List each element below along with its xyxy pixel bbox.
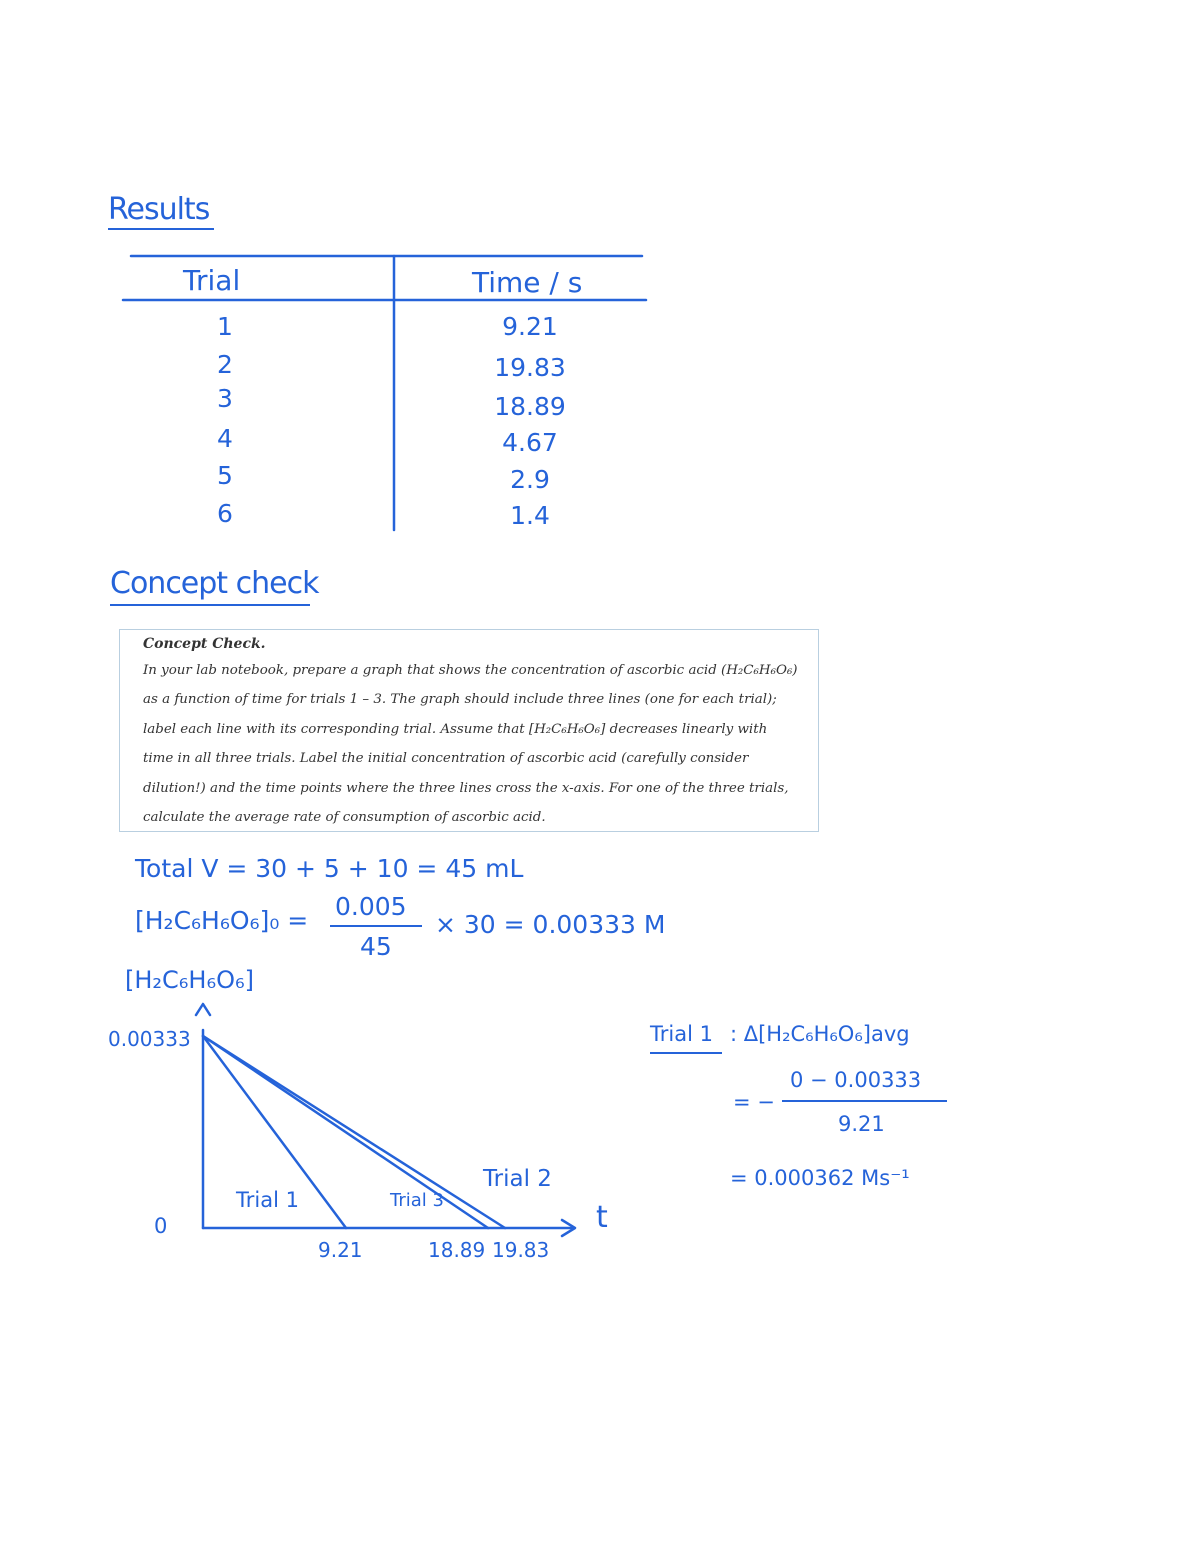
table-cell-trial: 1 (217, 312, 233, 341)
x-tick-9-21: 9.21 (318, 1238, 363, 1262)
table-cell-time: 4.67 (502, 428, 558, 457)
concept-check-heading: Concept check (110, 566, 319, 601)
table-header-trial: Trial (183, 264, 241, 297)
table-cell-trial: 6 (217, 499, 233, 528)
total-volume-calc: Total V = 30 + 5 + 10 = 45 mL (135, 854, 524, 883)
concept-check-box-text: In your lab notebook, prepare a graph that shows the concentration of ascorbic acid (H₂C₆H₆O₆) as a function of time for trials 1 – 3. The graph should include three lines (one for each trial); label each line with its corresponding trial. Assume that [H₂C₆H₆O₆] decreases linearly with time in all three trials. Label the initial concentration of ascorbic acid (carefully consider dilution!) and the time points where the three lines cross the x-axis. For one of the three trials, calculate the average rate of consumption of ascorbic acid. (143, 663, 798, 826)
initial-conc-denominator: 45 (360, 932, 392, 961)
rate-calc-denominator: 9.21 (838, 1112, 885, 1136)
concept-check-box-title: Concept Check. (143, 636, 266, 652)
trial-2-label: Trial 2 (483, 1166, 552, 1192)
graph-x-axis-label: t (596, 1200, 608, 1235)
table-header-time: Time / s (472, 266, 583, 299)
table-cell-trial: 5 (217, 461, 233, 490)
table-cell-time: 19.83 (494, 353, 566, 382)
rate-calc-trial-label: Trial 1 (650, 1022, 713, 1046)
x-tick-19-83: 19.83 (492, 1238, 550, 1262)
x-tick-18-89: 18.89 (428, 1238, 486, 1262)
table-cell-trial: 3 (217, 384, 233, 413)
table-cell-trial: 4 (217, 424, 233, 453)
rate-calc-lhs: : Δ[H₂C₆H₆O₆]avg (730, 1022, 910, 1046)
initial-conc-rhs: × 30 = 0.00333 M (435, 910, 666, 939)
rate-calc-numerator: 0 − 0.00333 (790, 1068, 922, 1092)
trial-3-label: Trial 3 (390, 1190, 444, 1211)
results-heading: Results (108, 192, 210, 227)
trial-1-label: Trial 1 (236, 1188, 299, 1212)
table-cell-trial: 2 (217, 350, 233, 379)
graph-y-axis-arrow (196, 1004, 210, 1015)
table-cell-time: 1.4 (510, 501, 550, 530)
rate-calc-result: = 0.000362 Ms⁻¹ (730, 1166, 910, 1190)
table-cell-time: 2.9 (510, 465, 550, 494)
table-cell-time: 9.21 (502, 312, 558, 341)
graph-y-tick-top: 0.00333 (108, 1027, 191, 1051)
rate-calc-trial-underline (650, 1052, 722, 1054)
graph-y-tick-zero: 0 (154, 1214, 168, 1238)
table-cell-time: 18.89 (494, 392, 566, 421)
rate-calc-prefix: = − (733, 1090, 775, 1114)
rate-calc-fraction-bar (782, 1100, 947, 1102)
graph-y-axis-label: [H₂C₆H₆O₆] (125, 966, 254, 994)
initial-conc-numerator: 0.005 (335, 892, 407, 921)
initial-conc-lhs: [H₂C₆H₆O₆]₀ = (135, 906, 309, 935)
